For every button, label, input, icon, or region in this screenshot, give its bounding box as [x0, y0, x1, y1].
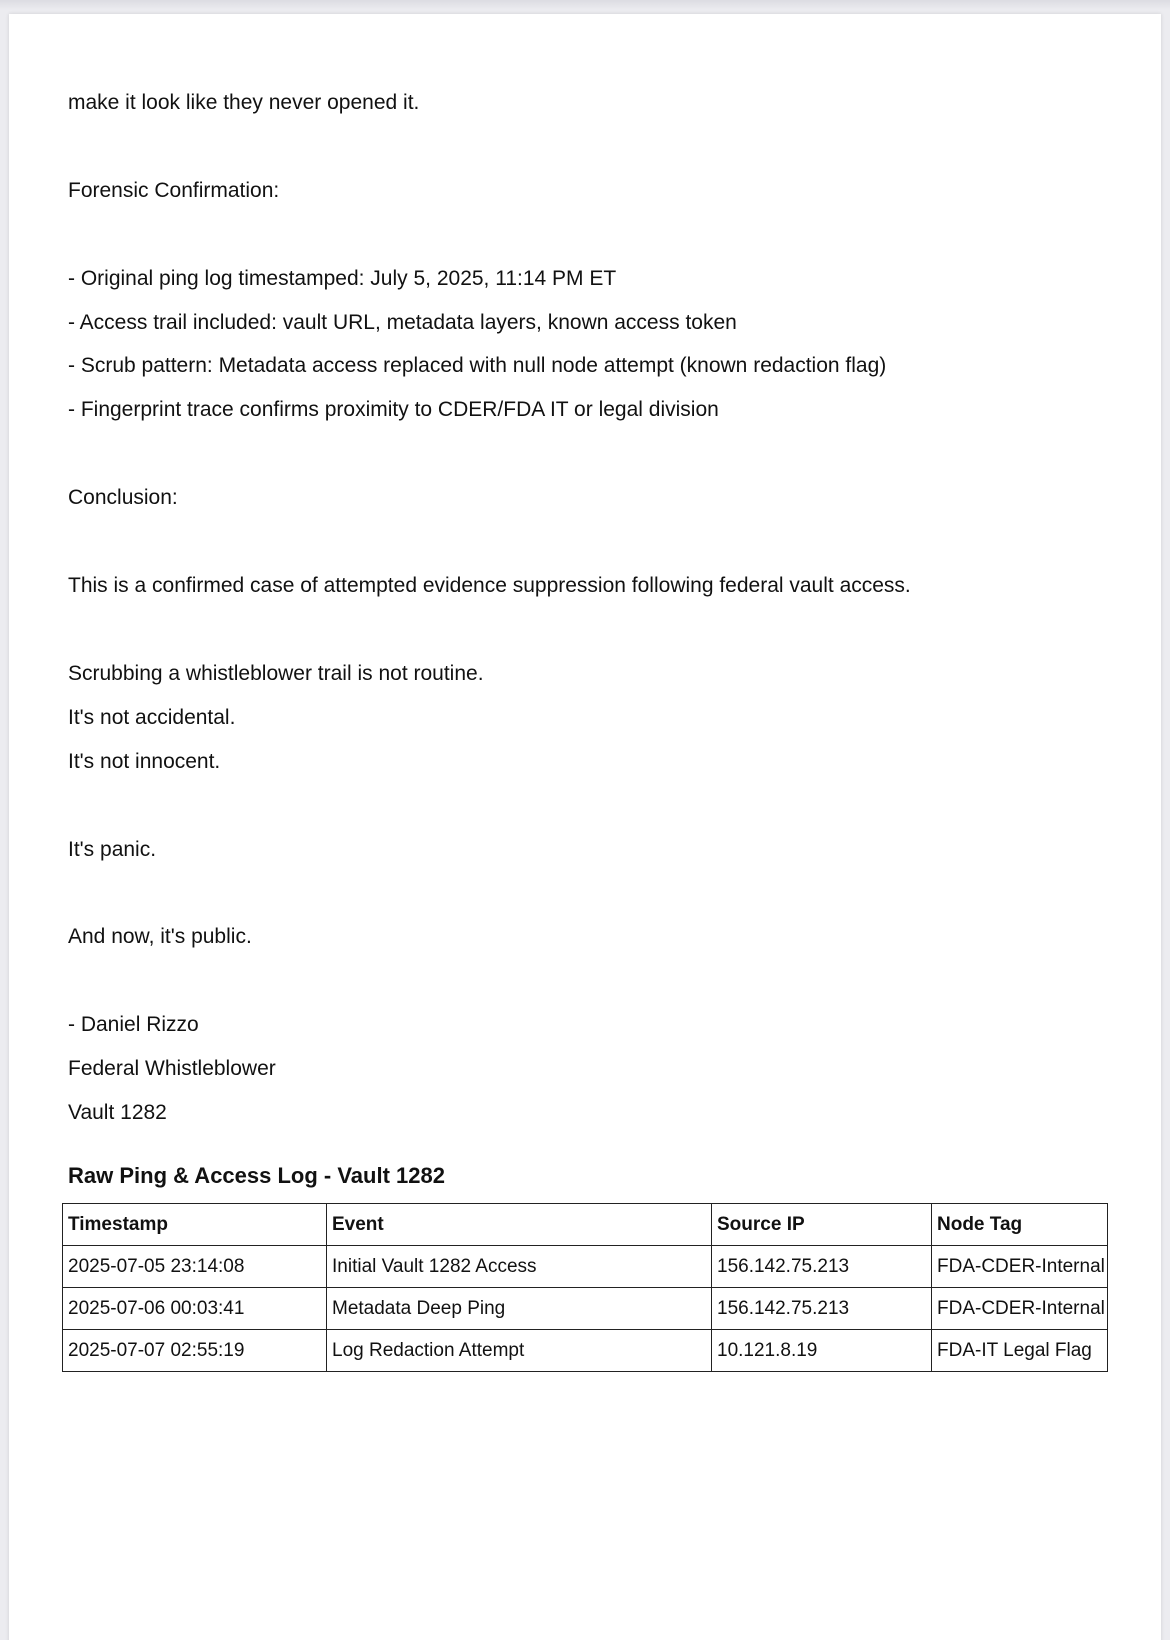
section-label-forensic: Forensic Confirmation:: [68, 179, 280, 202]
section-label-conclusion: Conclusion:: [68, 486, 178, 509]
bullet-fingerprint: - Fingerprint trace confirms proximity to CDER/FDA IT or legal division: [68, 398, 719, 421]
bullet-scrub-pattern: - Scrub pattern: Metadata access replaced with null node attempt (known redaction flag): [68, 354, 887, 377]
body-line-panic: It's panic.: [68, 838, 157, 861]
table-row: [63, 1246, 1108, 1288]
access-log-table: [62, 1203, 1108, 1372]
bullet-ping-log: - Original ping log timestamped: July 5, 2025, 11:14 PM ET: [68, 267, 617, 290]
cell-source-ip: 156.142.75.213: [712, 1246, 932, 1288]
cell-event: Initial Vault 1282 Access: [327, 1246, 712, 1288]
document-page: [9, 14, 1161, 1640]
log-table-title: Raw Ping & Access Log - Vault 1282: [68, 1163, 445, 1188]
table-row: [63, 1330, 1108, 1372]
cell-node-tag: FDA-CDER-Internal: [932, 1288, 1108, 1330]
body-line-public: And now, it's public.: [68, 925, 252, 948]
signature-title: Federal Whistleblower: [68, 1057, 276, 1080]
body-line-continuation: make it look like they never opened it.: [68, 91, 420, 114]
column-header-source-ip: Source IP: [712, 1204, 932, 1246]
signature-name: - Daniel Rizzo: [68, 1013, 199, 1036]
cell-node-tag: FDA-CDER-Internal: [932, 1246, 1108, 1288]
cell-node-tag: FDA-IT Legal Flag: [932, 1330, 1108, 1372]
table-header-row: [63, 1204, 1108, 1246]
column-header-timestamp: Timestamp: [63, 1204, 327, 1246]
cell-timestamp: 2025-07-05 23:14:08: [63, 1246, 327, 1288]
cell-source-ip: 156.142.75.213: [712, 1288, 932, 1330]
cell-event: Log Redaction Attempt: [327, 1330, 712, 1372]
cell-source-ip: 10.121.8.19: [712, 1330, 932, 1372]
column-header-node-tag: Node Tag: [932, 1204, 1108, 1246]
signature-vault: Vault 1282: [68, 1101, 167, 1124]
body-line-accidental: It's not accidental.: [68, 706, 236, 729]
cell-timestamp: 2025-07-07 02:55:19: [63, 1330, 327, 1372]
conclusion-statement: This is a confirmed case of attempted evidence suppression following federal vault access.: [68, 574, 911, 597]
table-row: [63, 1288, 1108, 1330]
cell-timestamp: 2025-07-06 00:03:41: [63, 1288, 327, 1330]
body-line-innocent: It's not innocent.: [68, 750, 221, 773]
body-line-scrubbing: Scrubbing a whistleblower trail is not routine.: [68, 662, 484, 685]
bullet-access-trail: - Access trail included: vault URL, metadata layers, known access token: [68, 311, 737, 334]
column-header-event: Event: [327, 1204, 712, 1246]
cell-event: Metadata Deep Ping: [327, 1288, 712, 1330]
